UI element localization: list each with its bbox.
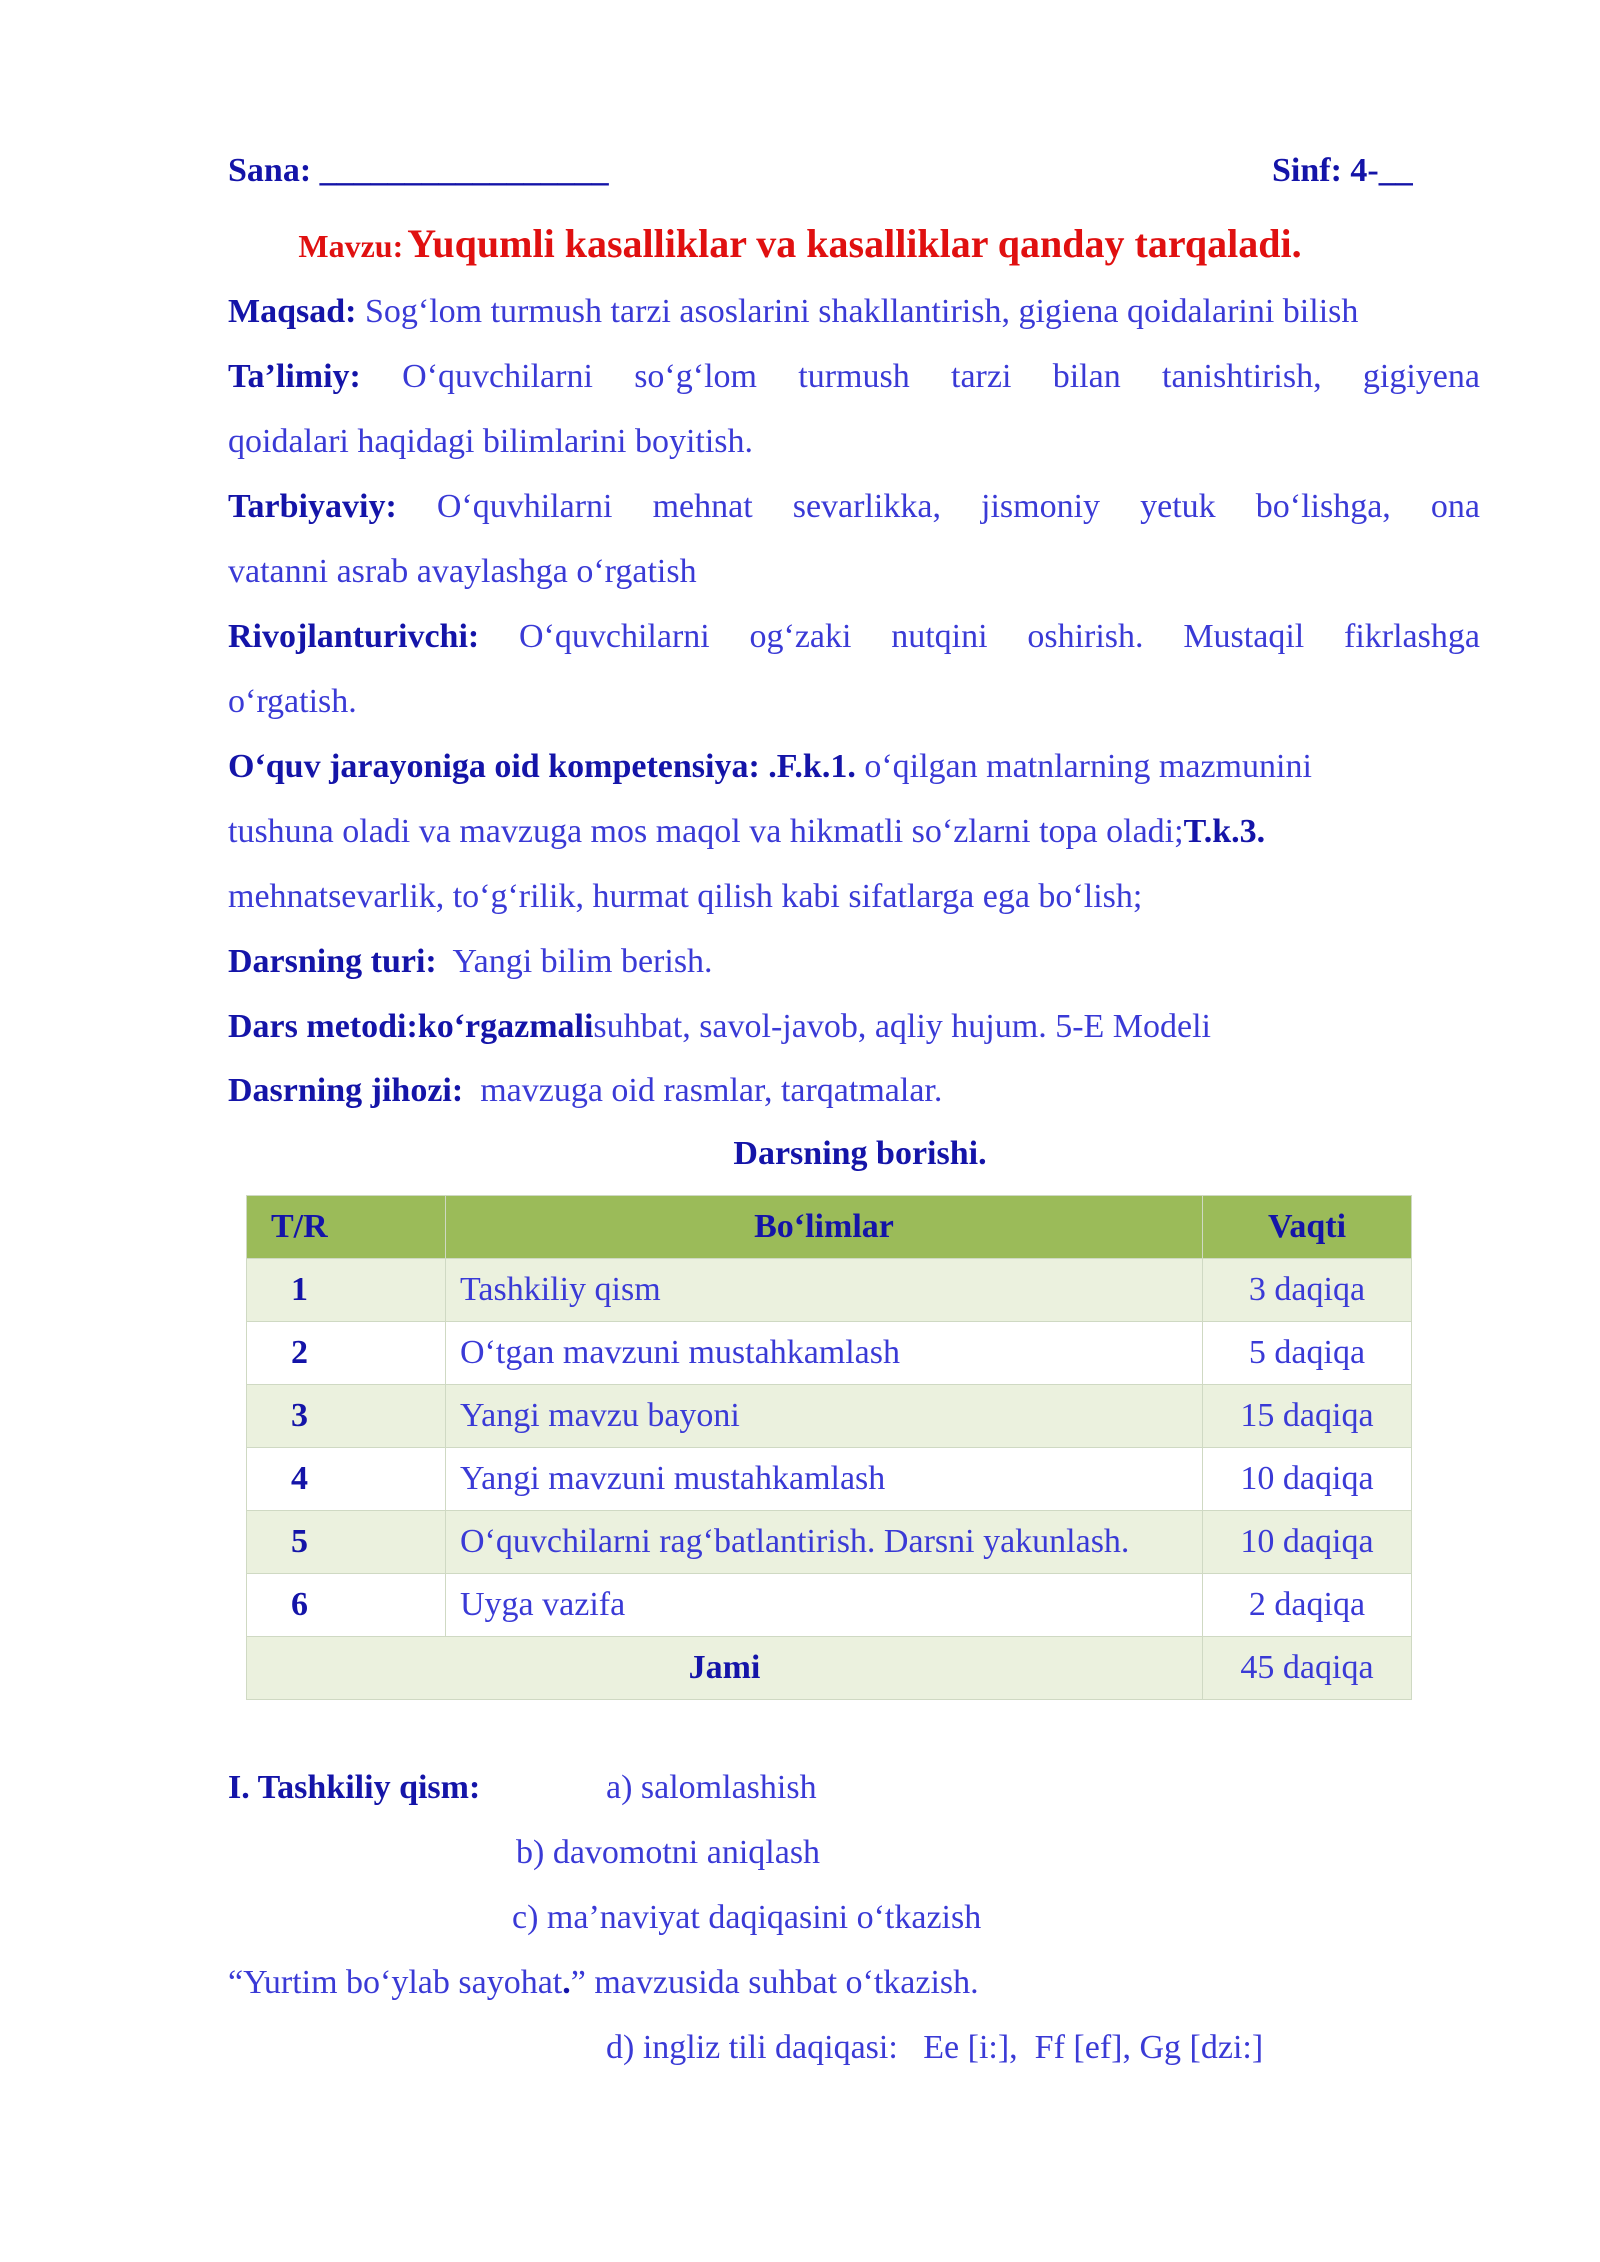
lesson-type-text: Yangi bilim berish. — [452, 943, 713, 980]
lesson-method-text: suhbat, savol-javob, aqliy hujum. 5-E Modeli — [593, 1008, 1211, 1045]
col-header-time: Vaqti — [1203, 1196, 1412, 1259]
total-time: 45 daqiqa — [1203, 1637, 1412, 1700]
lesson-plan-table — [246, 1195, 1412, 1700]
table-row: 1 Tashkiliy qism 3 daqiqa — [247, 1259, 1412, 1322]
part1-item-d: d) ingliz tili daqiqasi: Ee [i:], Ff [ef], Gg [dzi:] — [606, 2029, 1264, 2066]
educational-line-2: qoidalari haqidagi bilimlarini boyitish. — [228, 423, 754, 460]
goal-label: Maqsad: — [228, 293, 357, 330]
table-row: 6 Uyga vazifa 2 daqiqa — [247, 1574, 1412, 1637]
competency-label: O‘quv jarayoniga oid kompetensiya: — [228, 748, 760, 785]
lesson-type-label: Darsning turi: — [228, 943, 437, 980]
plan-heading: Darsning borishi. — [733, 1135, 987, 1172]
total-label: Jami — [247, 1637, 1203, 1700]
table-row: 3 Yangi mavzu bayoni 15 daqiqa — [247, 1385, 1412, 1448]
lesson-type-line — [228, 942, 713, 982]
educational-line-1: Ta’limiy: O‘quvchilarni so‘g‘lom turmush tarzi bilan tanishtirish, gigiyena — [228, 358, 1480, 395]
developmental-label: Rivojlanturivchi: — [228, 618, 480, 655]
lesson-method-line — [228, 1007, 1211, 1047]
col-header-section: Bo‘limlar — [446, 1196, 1203, 1259]
table-total-row — [247, 1637, 1412, 1700]
part1-line — [228, 1768, 480, 1808]
part1-item-c: c) ma’naviyat daqiqasini o‘tkazish — [512, 1899, 982, 1936]
goal-line — [228, 292, 1358, 332]
lesson-method-label: Dars metodi:ko‘rgazmali — [228, 1008, 594, 1045]
part1-item-b: b) davomotni aniqlash — [516, 1834, 821, 1871]
topic-label: Mavzu: — [298, 228, 404, 264]
developmental-line-2: o‘rgatish. — [228, 683, 357, 720]
col-header-number: T/R — [247, 1196, 446, 1259]
part1-item-a: a) salomlashish — [606, 1769, 817, 1806]
topic-title: Yuqumli kasalliklar va kasalliklar qanday tarqaladi. — [407, 221, 1302, 266]
competency-code-1: .F.k.1. — [759, 748, 856, 785]
table-row: 5 O‘quvchilarni rag‘batlantirish. Darsni yakunlash. 10 daqiqa — [247, 1511, 1412, 1574]
table-header-row — [247, 1196, 1412, 1259]
lesson-equipment-text: mavzuga oid rasmlar, tarqatmalar. — [480, 1072, 943, 1109]
upbringing-line-1: Tarbiyaviy: O‘quvhilarni mehnat sevarlikka, jismoniy yetuk bo‘lishga, ona — [228, 488, 1480, 525]
competency-line-1: O‘quv jarayoniga oid kompetensiya: .F.k.1. o‘qilgan matnlarning mazmunini — [228, 748, 1312, 785]
class-field: Sinf: 4-__ — [1272, 152, 1413, 189]
date-field: Sana: _________________ — [228, 152, 609, 189]
competency-line-3: mehnatsevarlik, to‘g‘rilik, hurmat qilish kabi sifatlarga ega bo‘lish; — [228, 878, 1143, 915]
table-row: 2 O‘tgan mavzuni mustahkamlash 5 daqiqa — [247, 1322, 1412, 1385]
goal-text: Sog‘lom turmush tarzi asoslarini shakllantirish, gigiena qoidalarini bilish — [364, 293, 1359, 330]
lesson-equipment-line — [228, 1071, 942, 1111]
topic-title-row — [0, 220, 1600, 267]
table-row: 4 Yangi mavzuni mustahkamlash 10 daqiqa — [247, 1448, 1412, 1511]
competency-code-2: T.k.3. — [1183, 813, 1266, 850]
part1-label: I. Tashkiliy qism: — [228, 1769, 481, 1806]
upbringing-label: Tarbiyaviy: — [228, 488, 397, 525]
developmental-line-1: Rivojlanturivchi: O‘quvchilarni og‘zaki nutqini oshirish. Mustaqil fikrlashga — [228, 618, 1480, 655]
competency-line-2: tushuna oladi va mavzuga mos maqol va hikmatli so‘zlarni topa oladi;T.k.3. — [228, 813, 1266, 850]
lesson-equipment-label: Dasrning jihozi: — [228, 1072, 464, 1109]
date-blank: _________________ — [319, 152, 609, 189]
educational-label: Ta’limiy: — [228, 358, 361, 395]
upbringing-line-2: vatanni asrab avaylashga o‘rgatish — [228, 553, 697, 590]
part1-quote-line: “Yurtim bo‘ylab sayohat.” mavzusida suhbat o‘tkazish. — [228, 1964, 979, 2001]
